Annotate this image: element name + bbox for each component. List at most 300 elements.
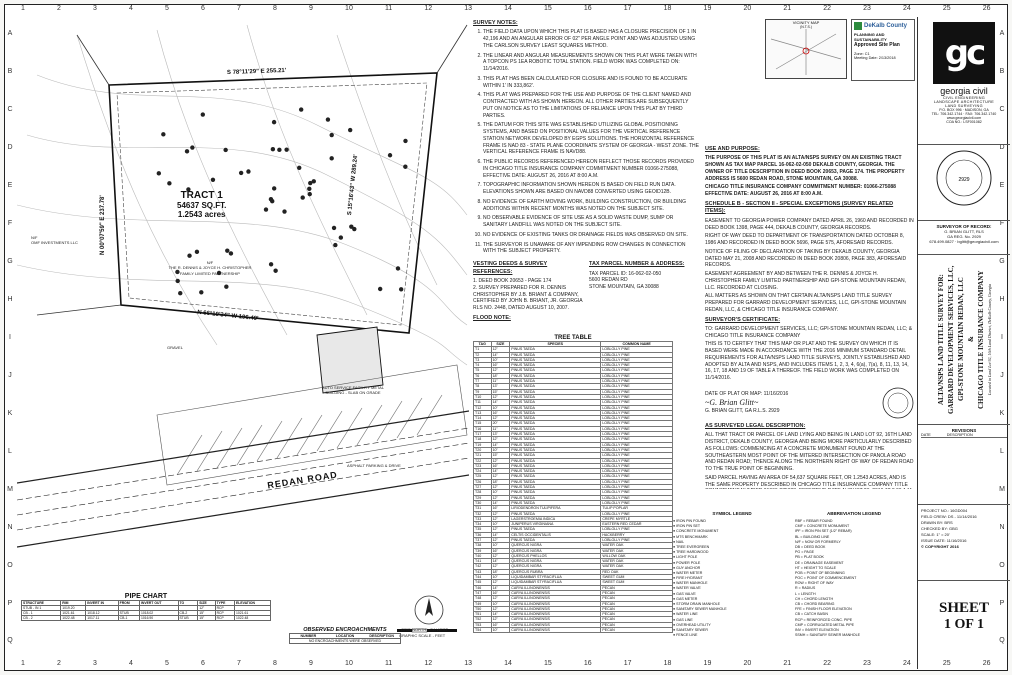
border-tick-label: P	[7, 599, 13, 607]
exception-item: ALL MATTERS AS SHOWN ON THAT CERTAIN ALTA/NSPS LAND TITLE SURVEY PREPARED FOR GARRARD DEVELOPMENT SERVICES, LLC, GPI-STONE MOUNTAIN REDAN, LLC, & CHICAGO TITLE INSURANCE COMPANY.	[705, 293, 906, 313]
abbr-legend-item: R = RADIUS	[795, 586, 816, 591]
surveyor-of-record	[918, 221, 1010, 255]
encroachment-header: NUMBER	[300, 634, 317, 638]
table-cell: T44	[474, 575, 492, 580]
vesting-item: 2. SURVEY PREPARED FOR R. DENNIS CHRISTOPHER BY J.B. BRIANT & COMPANY, CERTIFIED BY JOHN B. BRIANT, JR. GEORGIA RLS NO. 2448, DATED AUGUST 10, 2007.	[473, 284, 583, 312]
table-cell: JUNIPERUS VIRGINIANA	[510, 522, 601, 527]
table-cell: 12"	[491, 474, 510, 479]
border-tick-label: 17	[623, 5, 632, 12]
table-cell: PINUS TAEDA	[510, 432, 601, 437]
tree-icon	[339, 235, 343, 239]
border-tick-label: 21	[783, 660, 792, 667]
cert-to: TO: GARRARD DEVELOPMENT SERVICES, LLC; GPI-STONE MOUNTAIN REDAN, LLC; & CHICAGO TITLE INSURANCE COMPANY	[705, 325, 913, 339]
survey-note: 5. THE DATUM FOR THIS SITE WAS ESTABLISHED UTILIZING GLOBAL POSITIONING SYSTEMS, AND BASED ON POSITIONAL VALUES FOR THE VERTICAL REFERENCE STATION NETWORK DEVELOPED BY EGPS SOLUTIONS. THE HORIZONTAL REFERENCE FRAME IS NAD 83 - STATE PLANE COORDINATE SYSTEM OF GEORGIA - WEST ZONE. THE VERTICAL REFERENCE FRAME IS NAVD88.	[483, 122, 699, 156]
survey-notes	[473, 17, 699, 321]
tree-table-header: SPECIES	[510, 342, 601, 347]
tree-icon	[403, 139, 407, 143]
asphalt-note: ASPHALT PARKING & DRIVE	[347, 463, 401, 468]
table-cell: LOBLOLLY PINE	[601, 469, 673, 474]
abbr-legend-item: SSMH = SANITARY SEWER MANHOLE	[795, 633, 861, 638]
border-tick-label: 7	[237, 660, 241, 667]
exception-item: EASEMENT AGREEMENT BY AND BETWEEN THE R. DENNIS & JOYCE H. CHRISTOPHER FAMILY LIMITED PARTNERSHIP AND GPI-STONE MOUNTAIN REDAN, LLC. RECORDED AT CLOSING.	[705, 271, 906, 291]
table-cell: 1021.61	[61, 611, 86, 616]
table-cell: PECAN	[601, 601, 673, 606]
pipe-header: RIM	[61, 601, 86, 606]
table-cell: T6	[474, 373, 492, 378]
use-text: THE PURPOSE OF THIS PLAT IS AN ALTA/NSPS SURVEY ON AN EXISTING TRACT SHOWN AS TAX MAP PARCEL 16-062-02-050 DEKALB COUNTY, GEORGIA. THE OWNER OF TITLE DESCRIPTION IN DEED BOOK 20653, PAGE 174. THE PROPERTY ADDRESS IS 5600 REDAN ROAD, STONE MOUNTAIN, GA 30088.	[705, 155, 905, 182]
table-cell: CARYA ILLINOINENSIS	[510, 628, 601, 633]
use-purpose-column	[705, 143, 915, 489]
table-cell: LOBLOLLY PINE	[601, 405, 673, 410]
table-cell: LOBLOLLY PINE	[601, 490, 673, 495]
scale-label: GRAPHIC SCALE - FEET	[399, 633, 446, 638]
table-cell: 14"	[491, 500, 510, 505]
table-cell: 16"	[491, 410, 510, 415]
table-cell: PECAN	[601, 617, 673, 622]
border-tick-label: 13	[464, 660, 472, 667]
border-tick-label: I	[9, 333, 11, 341]
tract-title: TRACT 1	[180, 190, 223, 201]
table-cell: PECAN	[601, 622, 673, 627]
table-cell: LOBLOLLY PINE	[601, 357, 673, 362]
table-cell: 10"	[491, 522, 510, 527]
border-tick-label: C	[7, 106, 13, 114]
border-tick-label: 5	[165, 5, 169, 12]
firm-logo-icon: gc	[933, 22, 995, 84]
table-cell: T41	[474, 559, 492, 564]
symbol-legend-item: ● POWER POLE	[673, 560, 701, 565]
table-cell: T35	[474, 527, 492, 532]
symbol-legend-item: ● WATER LINE	[673, 612, 698, 617]
border-tick-label: Q	[999, 637, 1005, 645]
border-tick-label: C	[999, 106, 1005, 114]
tree-icon	[388, 153, 392, 157]
border-tick-label: 15	[543, 5, 552, 12]
firm-name: georgia civil	[940, 86, 988, 96]
use-title: USE AND PURPOSE:	[705, 146, 760, 152]
table-cell: PINUS TAEDA	[510, 437, 601, 442]
table-cell: PINUS TAEDA	[510, 442, 601, 447]
table-cell: T26	[474, 479, 492, 484]
tract-label	[177, 190, 226, 219]
table-cell: RED OAK	[601, 569, 673, 574]
abbr-legend-item: IPF = IRON PIN SET (1/2" REBAR)	[795, 529, 852, 534]
tree-icon	[211, 178, 215, 182]
border-tick-label: 3	[93, 660, 97, 667]
border-tick-label: 12	[424, 660, 433, 667]
exceptions-list	[705, 218, 915, 314]
table-cell: SWEET GUM	[601, 575, 673, 580]
table-cell: T30	[474, 500, 492, 505]
table-row	[22, 616, 271, 621]
border-tick-label: 24	[903, 660, 911, 667]
table-cell: PINUS TAEDA	[510, 495, 601, 500]
table-row	[474, 628, 673, 633]
table-cell: LOBLOLLY PINE	[601, 384, 673, 389]
border-tick-label: 15	[543, 660, 552, 667]
table-cell: T25	[474, 474, 492, 479]
table-cell: LOBLOLLY PINE	[601, 347, 673, 352]
table-cell: 14"	[491, 400, 510, 405]
adjoiner-line	[437, 25, 467, 73]
table-cell: 10"	[491, 447, 510, 452]
border-tick-label: 9	[309, 5, 313, 12]
table-cell: 12"	[491, 511, 510, 516]
abbr-legend-item: BL = BUILDING LINE	[795, 534, 830, 539]
abbr-legend-item: ROW = RIGHT OF WAY	[795, 581, 834, 586]
tree-icon	[178, 291, 182, 295]
border-tick-label: H	[999, 296, 1005, 304]
adjoiner-line	[77, 35, 109, 85]
table-cell: CARYA ILLINOINENSIS	[510, 601, 601, 606]
border-tick-label: 10	[345, 5, 353, 12]
table-cell: QUERCUS NIGRA	[510, 564, 601, 569]
table-cell: CELTIS OCCIDENTALIS	[510, 532, 601, 537]
table-cell: QUERCUS NIGRA	[510, 559, 601, 564]
border-tick-label: 24	[903, 5, 911, 12]
table-cell: 1018.02	[139, 611, 178, 616]
table-cell: LOBLOLLY PINE	[601, 426, 673, 431]
table-cell: PINUS TAEDA	[510, 347, 601, 352]
border-tick-label: 25	[942, 660, 951, 667]
firm-web: www.georgiacivil.com	[946, 116, 982, 120]
tree-icon	[301, 195, 305, 199]
exception-item: EASEMENT TO GEORGIA POWER COMPANY DATED APRIL 26, 1960 AND RECORDED IN DEED BOOK 1398, PAGE 444, DEKALB COUNTY, GEORGIA RECORDS.	[705, 217, 914, 231]
revisions-block	[918, 425, 1010, 505]
table-cell: LOBLOLLY PINE	[601, 416, 673, 421]
signer: G. BRIAN GLITT, GA R.L.S. 2929	[705, 408, 780, 415]
border-tick-label: 6	[201, 5, 205, 12]
symbol-legend-item: ● SANITARY SEWER	[673, 627, 708, 632]
asphalt-area	[157, 365, 467, 485]
tree-icon	[223, 148, 227, 152]
table-cell: 15"	[198, 611, 215, 616]
table-cell: T31	[474, 506, 492, 511]
border-tick-label: 23	[863, 5, 871, 12]
project-number: PROJECT NO.: 16GD004	[921, 508, 968, 513]
abbr-legend-item: CMP = CORRUGATED METAL PIPE	[795, 622, 855, 627]
border-tick-label: G	[999, 258, 1005, 266]
table-cell: CARYA ILLINOINENSIS	[510, 606, 601, 611]
table-cell: QUERCUS RUBRA	[510, 569, 601, 574]
table-cell: 14"	[491, 469, 510, 474]
symbol-legend-item: ● TREE EVERGREEN	[673, 544, 710, 549]
table-cell: T15	[474, 421, 492, 426]
north-label: GRID NORTH - GA WEST	[401, 627, 449, 632]
table-cell: T52	[474, 617, 492, 622]
table-cell: 14"	[491, 612, 510, 617]
survey-note: 6. THE PUBLIC RECORDS REFERENCED HEREON REFLECT THOSE RECORDS PROVIDED IN CHICAGO TITLE INSURANCE COMPANY COMMITMENT NUMBER 01066-275088, EFFECTIVE DATE: AUGUST 26, 2016 AT 8:00 A.M.	[483, 159, 699, 179]
table-cell: PECAN	[601, 628, 673, 633]
table-cell: 1016.90	[139, 616, 178, 621]
table-cell: PINUS TAEDA	[510, 469, 601, 474]
adjoiner-line	[37, 305, 121, 315]
symbol-legend-item: ● FENCE LINE	[673, 633, 698, 638]
north-arrow-icon	[415, 596, 443, 624]
legal-text: ALL THAT TRACT OR PARCEL OF LAND LYING AND BEING IN LAND LOT 92, 16TH LAND DISTRICT, DEKALB COUNTY, GEORGIA AND BEING MORE PARTICULARLY DESCRIBED AS FOLLOWS: COMMENCING AT A CONCRETE MONUMENT FOUND AT THE SOUTHEASTERN MOST POINT OF THE MITERED INTERSECTION OF PANOLA ROAD AND REDAN ROAD; THENCE ALONG THE NORTHERN RIGHT OF WAY OF REDAN ROAD TO THE TRUE POINT OF BEGINNING.	[705, 432, 914, 473]
tree-table-grid	[473, 341, 673, 633]
tax-item: 5600 REDAN RD	[589, 277, 628, 284]
table-cell: PINUS TAEDA	[510, 537, 601, 542]
table-cell: 12"	[491, 347, 510, 352]
table-cell: T36	[474, 532, 492, 537]
tax-item: TAX PARCEL ID: 16-062-02-050	[589, 270, 662, 277]
table-cell: T29	[474, 495, 492, 500]
border-tick-label: K	[999, 409, 1005, 417]
table-cell: 1022.48	[61, 616, 86, 621]
abbr-legend-item: RBF = REBAR FOUND	[795, 519, 833, 523]
rev-desc-header: DESCRIPTION	[946, 433, 973, 437]
table-cell: 14"	[491, 585, 510, 590]
tract-area-sf: 54637 SQ.FT.	[177, 201, 227, 210]
table-cell: 1019.20	[61, 606, 86, 611]
border-tick-label: 3	[93, 5, 97, 12]
table-cell: T48	[474, 596, 492, 601]
border-tick-label: 8	[273, 660, 277, 667]
pipe-header: TO	[178, 601, 198, 606]
table-cell: 15"	[491, 389, 510, 394]
survey-note: 4. THIS PLAT WAS PREPARED FOR THE USE AND PURPOSE OF THE CLIENT NAMED AND CONTRACTED WITH AS SHOWN HEREON. ALL OTHER PARTIES ARE SUBSEQUENTLY PUT ON NOTICE AS TO THE LIMITATIONS OF RELIANCE UPON THIS PLAT BY THIRD PARTIES.	[483, 92, 699, 119]
table-cell: T11	[474, 400, 492, 405]
border-tick-label: J	[1000, 371, 1004, 379]
tree-icon	[201, 112, 205, 116]
border-tick-label: 9	[309, 660, 313, 667]
issue-date: ISSUE DATE: 11/16/2016	[921, 538, 967, 543]
table-cell: T45	[474, 580, 492, 585]
tree-icon	[332, 226, 336, 230]
table-cell: 1018.12	[86, 611, 118, 616]
table-cell: 12"	[491, 527, 510, 532]
exception-item: NOTICE OF FILING OF DECLARATION OF TAKING BY DEKALB COUNTY, GEORGIA DATED MAY 21, 2008 AND RECORDED IN DEED BOOK 20806, PAGE 383, AFORESAID RECORDS.	[705, 248, 907, 269]
border-tick-label: L	[1000, 447, 1004, 455]
table-cell: T54	[474, 628, 492, 633]
tree-icon	[224, 285, 228, 289]
table-cell: PINUS TAEDA	[510, 389, 601, 394]
symbol-legend-list	[673, 519, 791, 638]
border-tick-label: N	[999, 523, 1005, 531]
abbr-legend-item: PB = PLAT BOOK	[795, 555, 824, 560]
table-cell: STUB	[118, 611, 139, 616]
tree-icon	[330, 133, 334, 137]
county-approval-stamp	[851, 19, 915, 81]
border-tick-label: 10	[345, 660, 353, 667]
border-tick-label: 22	[823, 660, 832, 667]
table-cell: CARYA ILLINOINENSIS	[510, 617, 601, 622]
abbr-legend-item: L = LENGTH	[795, 591, 816, 596]
table-cell: CARYA ILLINOINENSIS	[510, 585, 601, 590]
tree-icon	[308, 192, 312, 196]
table-cell: PINUS TAEDA	[510, 394, 601, 399]
recorder-info: G. BRIAN GLITT, RLS GA REG. No. 2929 678.499.0827 · bglitt@georgiacivil.com	[929, 229, 999, 244]
border-tick-label: 26	[982, 5, 991, 12]
tree-icon	[190, 145, 194, 149]
pipe-chart-title: PIPE CHART	[124, 593, 168, 600]
table-cell: 12"	[198, 606, 215, 611]
table-cell: PINUS TAEDA	[510, 379, 601, 384]
table-cell: T16	[474, 426, 492, 431]
table-cell: LOBLOLLY PINE	[601, 379, 673, 384]
table-cell: 11"	[491, 426, 510, 431]
border-tick-label: L	[8, 447, 12, 455]
border-tick-label: D	[999, 144, 1005, 152]
table-cell: SWEET GUM	[601, 580, 673, 585]
tree-icon	[403, 165, 407, 169]
pipe-header: SIZE	[198, 601, 215, 606]
svg-text:2929: 2929	[958, 177, 970, 183]
pipe-chart-table	[21, 600, 271, 621]
table-cell: T24	[474, 469, 492, 474]
tree-icon	[264, 207, 268, 211]
abbr-legend-item: DE = DRAINAGE EASEMENT	[795, 560, 844, 565]
tree-icon	[269, 197, 273, 201]
table-cell: T47	[474, 590, 492, 595]
checked-by: CHECKED BY: GBG	[921, 526, 958, 531]
border-tick-label: A	[999, 30, 1005, 38]
tree-icon	[273, 269, 277, 273]
tree-icon	[329, 156, 333, 160]
border-tick-label: 20	[743, 660, 752, 667]
table-cell: RCP	[215, 606, 234, 611]
symbol-legend-item: ● MTS BENCHMARK	[673, 534, 708, 539]
table-cell: PECAN	[601, 585, 673, 590]
pipe-header: INVERT IN	[86, 601, 118, 606]
abbr-legend-item: CB = CATCH BASIN	[795, 612, 828, 617]
table-cell: PINUS TAEDA	[510, 352, 601, 357]
tree-icon	[399, 287, 403, 291]
building-note: AUTO SERVICE FACILITY METAL BUILDING - SLAB ON GRADE	[321, 385, 385, 396]
bearing-east: S 15°16'43" W 289.24'	[347, 154, 360, 216]
plan-svg	[17, 15, 469, 637]
table-cell: 12"	[491, 516, 510, 521]
abbr-legend-item: CH = CHORD LENGTH	[795, 596, 834, 601]
tree-icon	[272, 120, 276, 124]
table-cell: 12"	[491, 495, 510, 500]
survey-note: 10. NO EVIDENCE OF EXISTING TANKS OR DRAINAGE FIELDS WAS OBSERVED ON SITE.	[483, 232, 699, 239]
table-cell: 10"	[491, 405, 510, 410]
tree-icon	[307, 187, 311, 191]
symbol-legend-item: ● WATER METER	[673, 570, 703, 575]
table-cell: T51	[474, 612, 492, 617]
symbol-legend-item: ● GAS VALVE	[673, 591, 696, 596]
table-cell: 12"	[491, 564, 510, 569]
table-cell: PINUS TAEDA	[510, 447, 601, 452]
table-cell: CB-1	[118, 616, 139, 621]
tree-icon	[282, 209, 286, 213]
vicinity-map	[765, 19, 847, 79]
table-cell: LOBLOLLY PINE	[601, 447, 673, 452]
encroachment-header: LOCATION	[335, 634, 355, 638]
symbol-legend-title: SYMBOL LEGEND	[712, 511, 752, 516]
symbol-legend-item: ● GUY ANCHOR	[673, 565, 701, 570]
table-cell: PECAN	[601, 596, 673, 601]
cert-text: THIS IS TO CERTIFY THAT THIS MAP OR PLAT AND THE SURVEY ON WHICH IT IS BASED WERE MADE IN ACCORDANCE WITH THE 2016 MINIMUM STANDARD DETAIL REQUIREMENTS FOR ALTA/NSPS LAND TITLE SURVEYS, JOINTLY ESTABLISHED AND ADOPTED BY ALTA AND NSPS, AND INCLUDES ITEMS 1, 2, 3, 4, 6(a), 7(a), 8, 11, 13, 14, 16, 17, 18 AND 19 OF TABLE A THEREOF. THE FIELD WORK WAS COMPLETED ON 11/14/2016.	[705, 341, 910, 382]
border-tick-label: K	[7, 409, 13, 417]
table-cell: CB-2	[178, 611, 198, 616]
tree-icon	[176, 279, 180, 283]
encroachment-header: DESCRIPTION	[369, 634, 394, 638]
border-tick-label: 8	[273, 5, 277, 12]
legal-title: AS SURVEYED LEGAL DESCRIPTION:	[705, 422, 806, 429]
table-cell: LOBLOLLY PINE	[601, 463, 673, 468]
table-cell: T27	[474, 485, 492, 490]
border-tick-label: 4	[129, 660, 133, 667]
abbr-legend-item: INV = INVERT ELEVATION	[795, 627, 839, 632]
table-cell: T4	[474, 363, 492, 368]
revisions-title: REVISIONS	[951, 428, 977, 433]
table-cell: LOBLOLLY PINE	[601, 500, 673, 505]
drawn-by: DRAWN BY: BRS	[921, 520, 953, 525]
border-tick-label: 1	[21, 5, 25, 12]
abbr-legend-item: CMF = CONCRETE MONUMENT	[795, 524, 850, 529]
table-cell: 11"	[491, 379, 510, 384]
table-cell: LOBLOLLY PINE	[601, 421, 673, 426]
border-tick-label: M	[999, 485, 1005, 493]
table-cell: TULIP POPLAR	[601, 506, 673, 511]
table-cell: T34	[474, 522, 492, 527]
tree-icon	[199, 290, 203, 294]
table-cell: QUERCUS PHELLOS	[510, 553, 601, 558]
table-cell: T42	[474, 564, 492, 569]
client-1: GARRARD DEVELOPMENT SERVICES, LLC,	[946, 265, 955, 414]
plan-drawing	[17, 15, 469, 637]
table-cell: PINUS TAEDA	[510, 410, 601, 415]
sheet-label: SHEET	[938, 599, 990, 616]
symbol-legend-item: ● WATER VALVE	[673, 586, 701, 591]
table-cell: RCP	[215, 611, 234, 616]
abbr-legend-item: POC = POINT OF COMMENCEMENT	[795, 576, 857, 581]
pipe-header: FROM	[118, 601, 139, 606]
table-cell: T40	[474, 553, 492, 558]
tree-icon	[185, 149, 189, 153]
abbr-legend-title: ABBREVIATION LEGEND	[827, 511, 881, 516]
bearing-south: N 66°19'34" W 196.49'	[196, 309, 259, 323]
border-tick-label: B	[7, 68, 13, 76]
table-cell: 10"	[491, 357, 510, 362]
table-cell: RCP	[215, 616, 234, 621]
border-tick-label: M	[7, 485, 13, 493]
table-cell: PINUS TAEDA	[510, 458, 601, 463]
tree-icon	[195, 250, 199, 254]
tree-icon	[246, 169, 250, 173]
table-cell: WATER OAK	[601, 543, 673, 548]
table-cell: 15"	[198, 616, 215, 621]
flood-title: FLOOD NOTE:	[473, 314, 511, 321]
table-cell: LOBLOLLY PINE	[601, 368, 673, 373]
firm-address: P.O. BOX 996 · MADISON, GA	[939, 108, 989, 112]
project-title-block	[918, 255, 1010, 425]
tree-icon	[271, 147, 275, 151]
tree-icon	[299, 107, 303, 111]
client-4: CHICAGO TITLE INSURANCE COMPANY	[976, 270, 985, 409]
table-cell: LIQUIDAMBAR STYRACIFLUA	[510, 575, 601, 580]
table-cell: PECAN	[601, 590, 673, 595]
zone-label: Zone:	[854, 52, 864, 56]
table-cell: T22	[474, 458, 492, 463]
sheet-number-block	[918, 581, 1010, 651]
symbol-legend-item: ● TREE HARDWOOD	[673, 550, 709, 555]
border-tick-label: 11	[384, 5, 393, 12]
table-cell: 10"	[491, 601, 510, 606]
table-cell: T28	[474, 490, 492, 495]
table-cell: LIQUIDAMBAR STYRACIFLUA	[510, 580, 601, 585]
survey-notes-title: SURVEY NOTES:	[473, 20, 518, 26]
tree-icon	[396, 266, 400, 270]
table-cell: 10"	[491, 575, 510, 580]
table-cell: STUB - IN 1	[22, 606, 61, 611]
abbr-legend-item: HT = HEIGHT TO SCALE	[795, 565, 836, 570]
table-cell: LOBLOLLY PINE	[601, 453, 673, 458]
vesting-title: VESTING DEEDS & SURVEY REFERENCES:	[473, 261, 548, 275]
